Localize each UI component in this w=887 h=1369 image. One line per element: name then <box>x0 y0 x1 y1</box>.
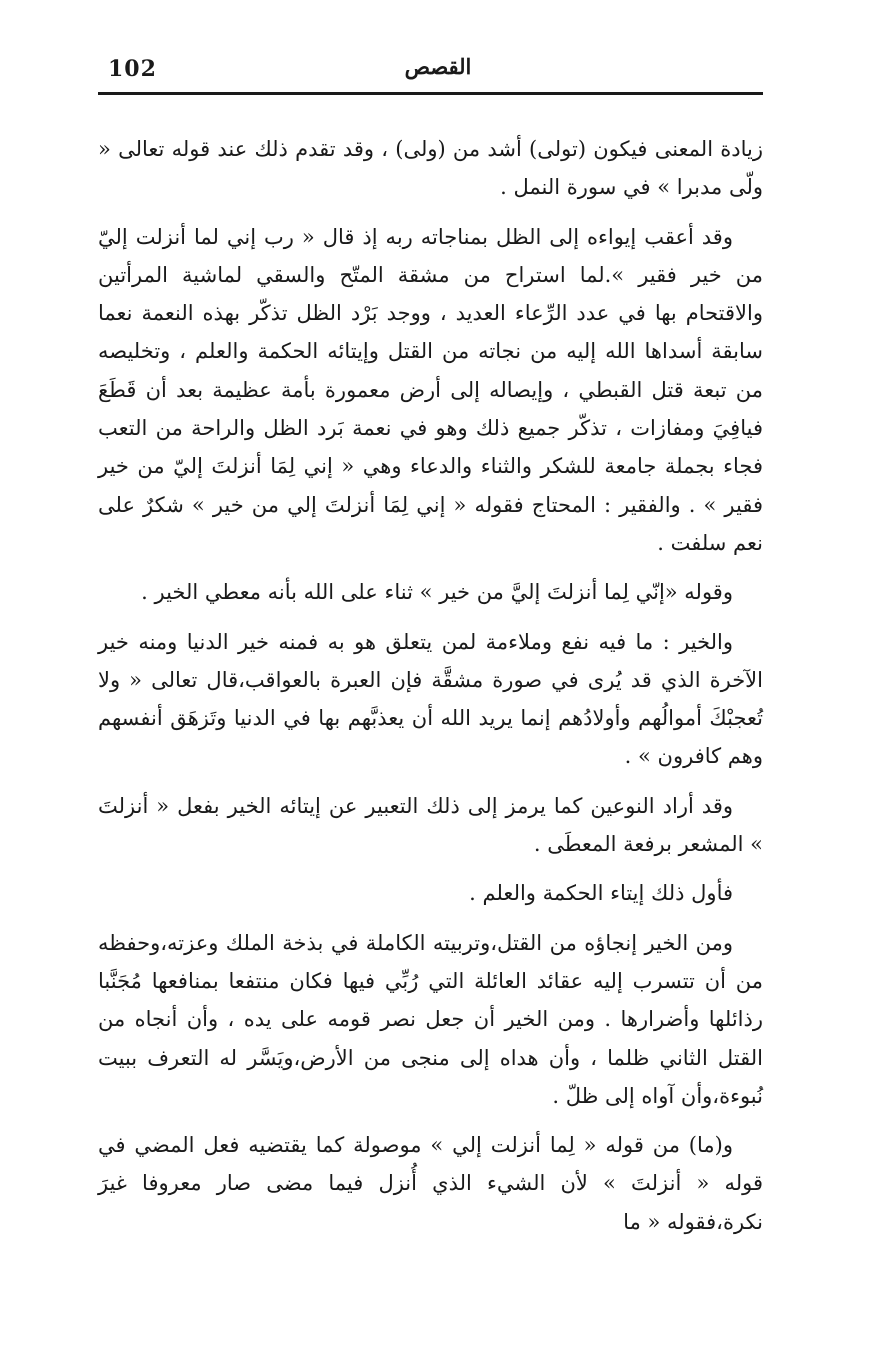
page-number: 102 <box>108 56 157 82</box>
paragraph: زيادة المعنى فيكون (تولى) أشد من (ولى) ، وقد تقدم ذلك عند قوله تعالى « ولّى مدبرا » في سورة النمل . <box>98 137 763 200</box>
page-header <box>98 52 763 95</box>
paragraph: وقوله «إنّي لِما أنزلتَ إليَّ من خير » ثناء على الله بأنه معطي الخير . <box>141 580 733 605</box>
paragraph: وقد أعقب إيواءه إلى الظل بمناجاته ربه إذ قال « رب إني لما أنزلت إليّ من خير فقير ».لما استراح من مشقة المتّح والسقي لماشية المرأتين والاقتحام بها في عدد الرِّعاء العديد ، ووجد بَرْد الظل تذكّر بهذه النعمة نعما سابقة أسداها الله إليه من نجاته من القتل وإيتائه الحكمة والعلم ، وتخليصه من تبعة قتل القبطي ، وإيصاله إلى أرض معمورة بأمة عظيمة بعد أن قَطَعَ فيافِيَ ومفازات ، تذكّر جميع ذلك وهو في نعمة بَرد الظل والراحة من التعب فجاء بجملة جامعة للشكر والثناء والدعاء وهي « إني لِمَا أنزلتَ إليّ من خير فقير » . والفقير : المحتاج فقوله « إني لِمَا أنزلتَ إلي من خير » شكرٌ على نعم سلفت . <box>98 224 763 555</box>
body-text <box>98 130 763 1252</box>
paragraph: ومن الخير إنجاؤه من القتل،وتربيته الكاملة في بذخة الملك وعزته،وحفظه من أن تتسرب إليه عقائد العائلة التي رُبِّي فيها فكان منتفعا بمنافعها مُجَنَّبا رذائلها وأضرارها . ومن الخير أن جعل نصر قومه على يده ، وأن أنجاه من القتل الثاني ظلما ، وأن هداه إلى منجى من الأرض،ويَسَّر له التعرف ببيت نُبوءة،وأن آواه إلى ظلّ . <box>98 930 763 1108</box>
paragraph: والخير : ما فيه نفع وملاءمة لمن يتعلق هو به فمنه خير الدنيا ومنه خير الآخرة الذي قد يُرى في صورة مشقَّة فإن العبرة بالعواقب،قال تعالى « ولا تُعجبْكَ أموالُهم وأولادُهم إنما يريد الله أن يعذبَّهم بها في الدنيا وتَزهَق أنفسهم وهم كافرون » . <box>98 629 763 769</box>
running-title: القصص <box>404 54 472 79</box>
paragraph: فأول ذلك إيتاء الحكمة والعلم . <box>469 881 733 906</box>
paragraph: و(ما) من قوله « لِما أنزلت إلي » موصولة كما يقتضيه فعل المضي في قوله « أنزلتَ » لأن الشيء الذي أُنزل فيما مضى صار معروفا غيرَ نكرة،فقوله « ما <box>98 1133 763 1234</box>
paragraph: وقد أراد النوعين كما يرمز إلى ذلك التعبير عن إيتائه الخير بفعل « أنزلتَ » المشعر برفعة المعطَى . <box>98 793 763 857</box>
